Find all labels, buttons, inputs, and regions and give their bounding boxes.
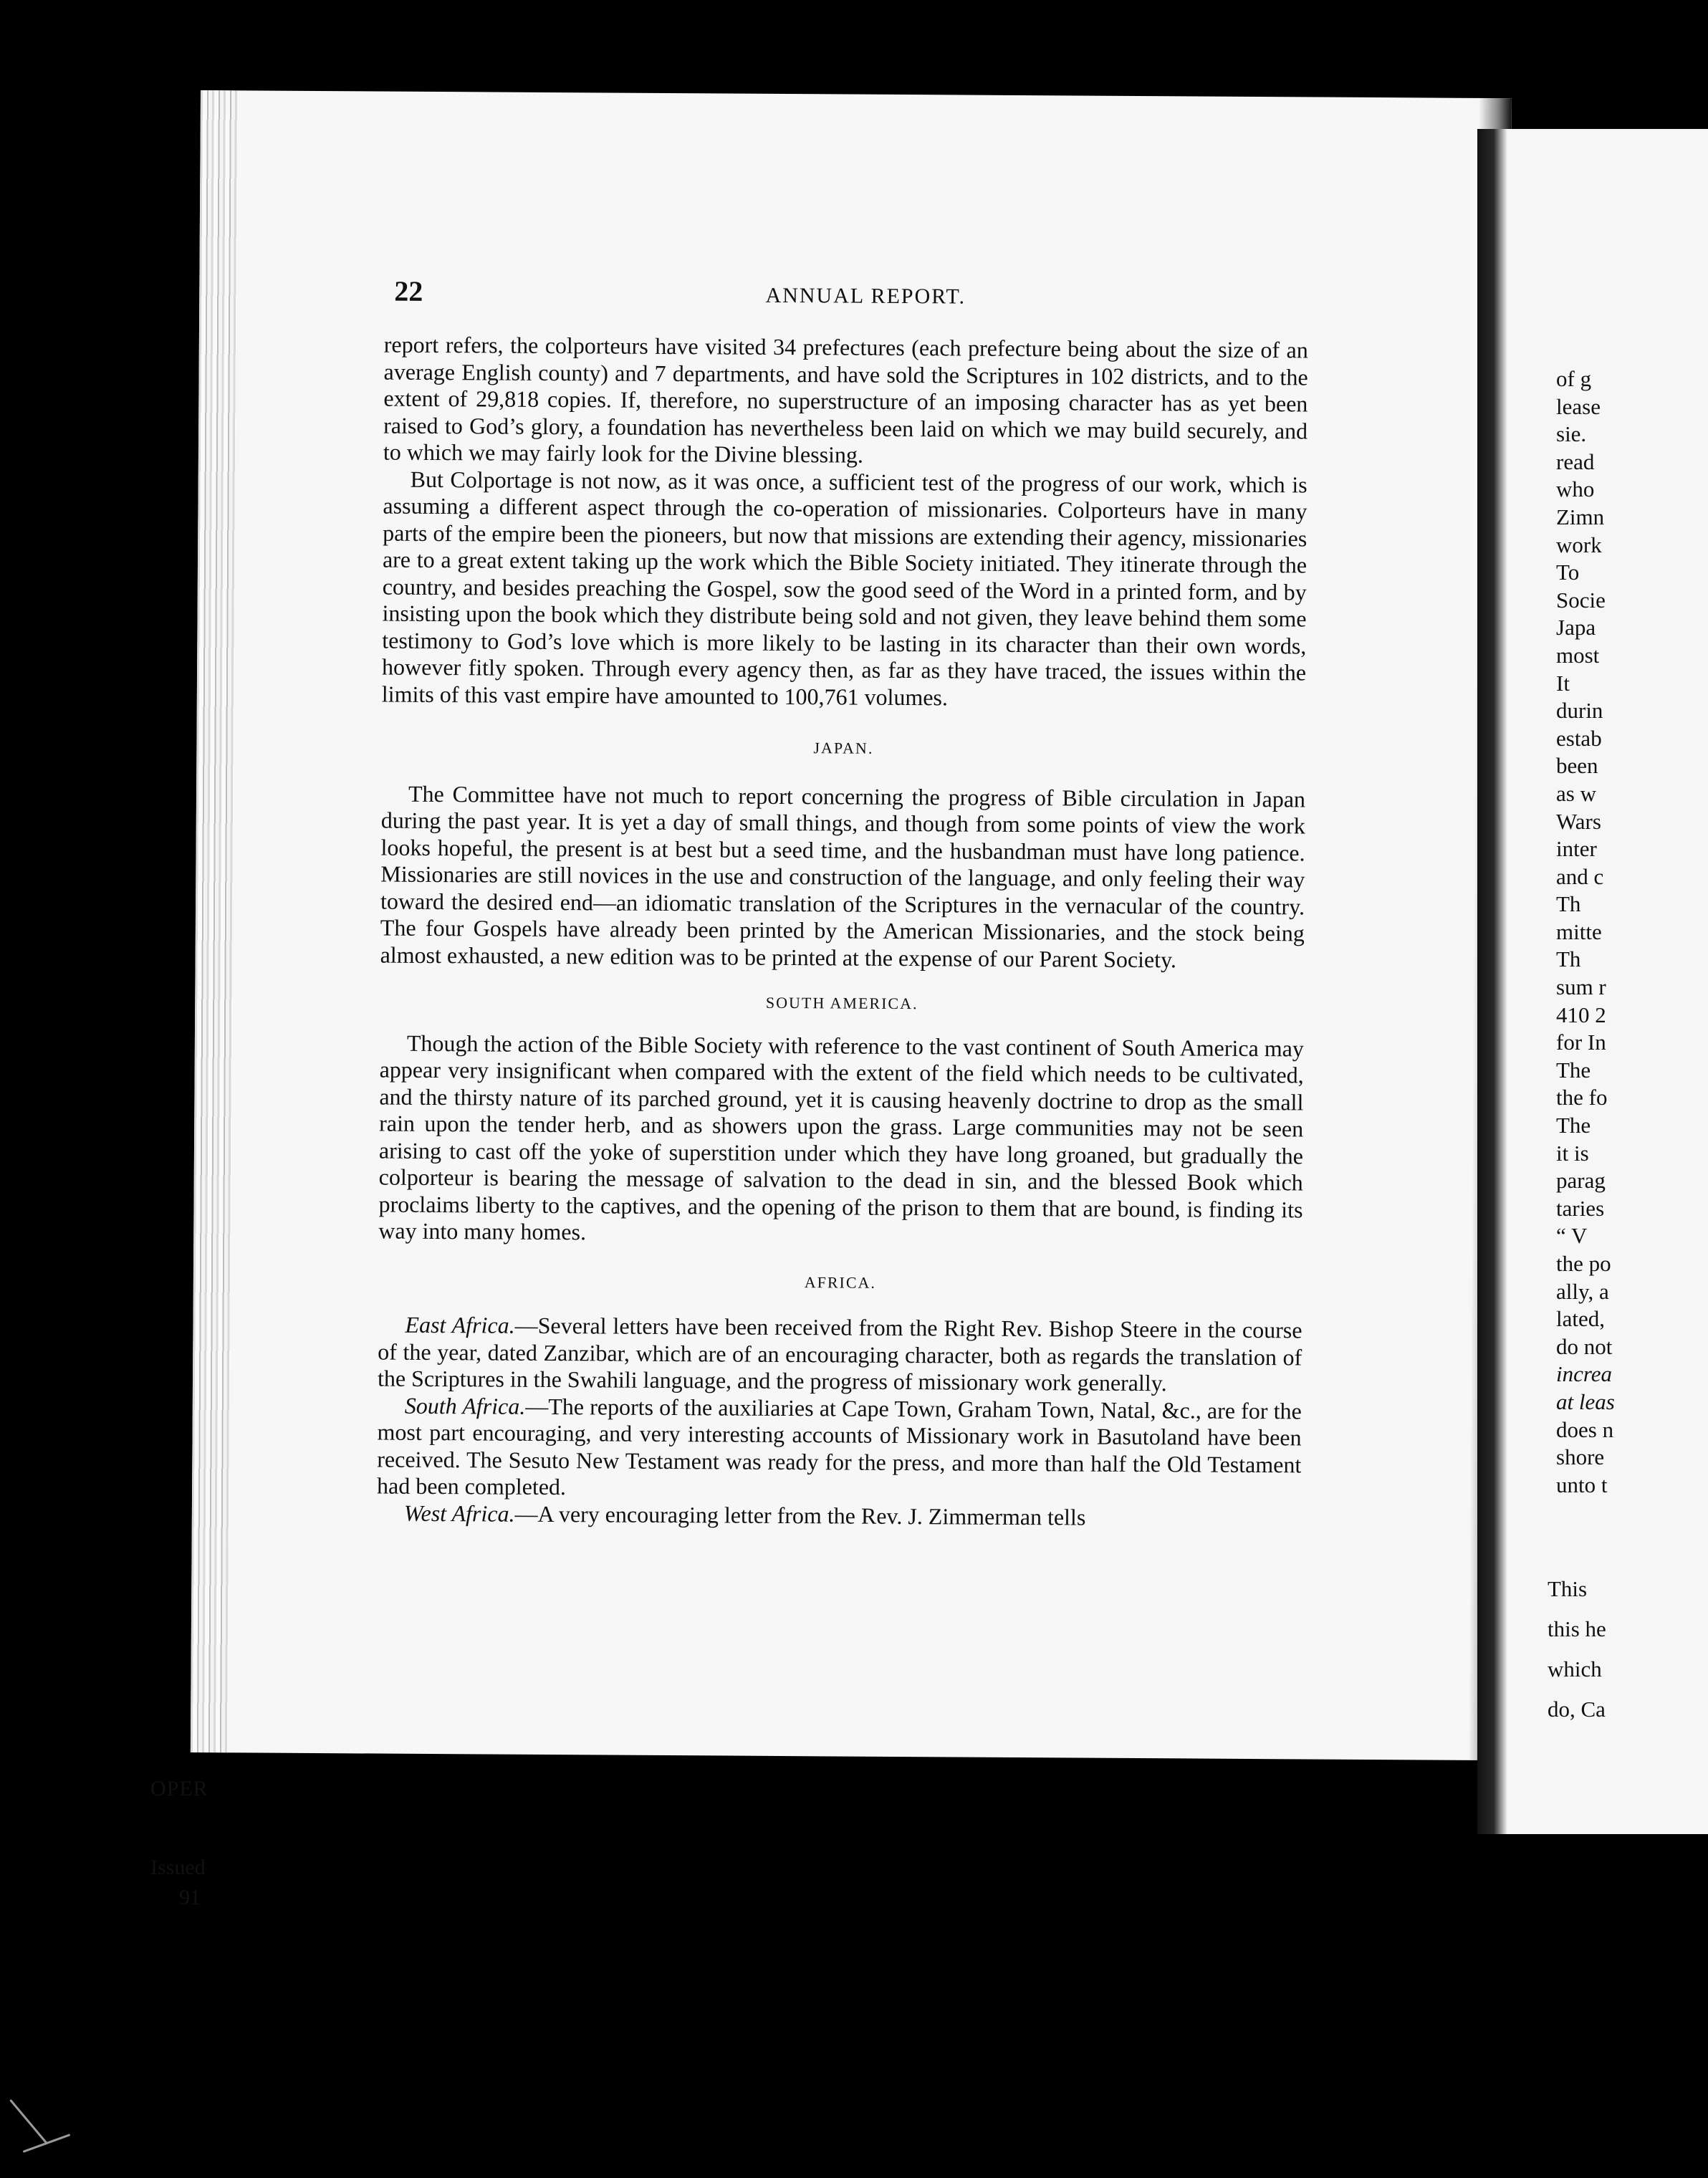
facing-page-fragment: mitte <box>1556 918 1602 944</box>
facing-page-fragment: sie. <box>1556 421 1587 447</box>
facing-page-fragment: the po <box>1556 1251 1611 1276</box>
facing-page-fragment: and c <box>1556 863 1604 889</box>
facing-page-fragment: lease <box>1556 393 1601 419</box>
facing-page-fragment: work <box>1556 532 1602 557</box>
section-heading-south-america: SOUTH AMERICA. <box>765 993 918 1013</box>
facing-page-fragment: which <box>1548 1656 1602 1682</box>
page-number: 22 <box>394 274 423 307</box>
facing-page-fragment: lated, <box>1556 1306 1605 1332</box>
page-edges <box>191 90 238 1752</box>
facing-page-fragment: read <box>1556 448 1595 474</box>
region-label-west-africa: West Africa. <box>403 1500 515 1527</box>
section-heading-japan: JAPAN. <box>813 739 874 757</box>
body-column <box>377 332 1308 1532</box>
facing-page-fragment: Japa <box>1556 615 1596 641</box>
facing-page-fragment: for In <box>1556 1030 1606 1055</box>
facing-page-fragment: most <box>1556 642 1600 668</box>
facing-page-fragment: been <box>1556 753 1598 779</box>
facing-page-fragment: does n <box>1556 1416 1614 1442</box>
facing-page-fragment: this he <box>1548 1616 1606 1641</box>
facing-page-fragment: sum r <box>1556 974 1606 1000</box>
facing-page <box>1477 129 1708 1834</box>
region-label-east-africa: East Africa. <box>405 1311 515 1338</box>
facing-page-fragment: unto t <box>1556 1472 1608 1497</box>
facing-page-fragment: To <box>1556 560 1580 585</box>
facing-page-fragment: The <box>1556 1113 1591 1138</box>
facing-page-fragment: Zimn <box>1556 504 1605 529</box>
facing-page-fragment: It <box>1556 670 1570 696</box>
south-africa-text: —The reports of the auxiliaries at Cape Town, Graham Town, Natal, &c., are for the most part encouraging, and very interesting accounts of Missionary work in Basutoland have been received. The Sesuto New Testament was ready for the press, and more than half the Old Testament had been completed. <box>376 1393 1302 1500</box>
paragraph-south-america: Though the action of the Bible Society with reference to the vast continent of South America may appear very insignificant when compared with the extent of the field which needs to be cultivated, and the thirsty nature of its parched ground, yet it is causing heavenly doctrine to drop as the small rain upon the tender herb, and as showers upon the grass. Large communities may not be seen arising to cast off the yoke of superstition under which they have long groaned, but gradually the colporteur is bearing the message of salvation to the dead in sin, and the blessed Book which proclaims liberty to the captives, and the opening of the prison to them that are bound, is finding its way into many homes. <box>378 1030 1304 1245</box>
facing-page-text <box>1556 365 1708 1499</box>
facing-page-fragment: taries <box>1556 1195 1605 1221</box>
facing-page-issued: Issued <box>150 1856 206 1879</box>
facing-page-fragment: ally, a <box>1556 1278 1609 1304</box>
facing-page-fragment: Th <box>1556 946 1581 972</box>
facing-page-heading: OPER <box>150 1777 208 1800</box>
facing-page-fragment: Socie <box>1556 587 1606 613</box>
region-label-south-africa: South Africa. <box>404 1392 526 1419</box>
facing-page-fragment: who <box>1556 476 1595 502</box>
facing-page-fragment: parag <box>1556 1168 1606 1194</box>
facing-page-gutter <box>1477 129 1507 1834</box>
east-africa-text: —Several letters have been received from the Right Rev. Bishop Steere in the course of the year, dated Zanzibar, which are of an encouraging character, both as regards the translation of the Scriptures in the Swahili language, and the progress of missionary work generally. <box>377 1312 1302 1396</box>
facing-page-fragment: increa <box>1556 1361 1613 1387</box>
facing-page-fragment: inter <box>1556 836 1597 862</box>
fibre-mark <box>9 2099 48 2144</box>
facing-page-fragment: shore <box>1556 1444 1605 1470</box>
facing-page-lower-text <box>1548 1569 1606 1730</box>
facing-page-fragment: at leas <box>1556 1388 1615 1414</box>
facing-page-fragment: Th <box>1556 891 1581 917</box>
west-africa-text: —A very encouraging letter from the Rev. J. Zimmerman tells <box>514 1500 1086 1530</box>
paragraph-japan: The Committee have not much to report concerning the progress of Bible circulation in Japan during the past year. It is yet a day of small things, and though from some points of view the work looks hopeful, the present is at best but a seed time, and the husbandman must have long patience. Missionaries are still novices in the use and construction of the language, and only feeling their way toward the desired end—an idiomatic translation of the Scriptures in the vernacular of the country. The four Gospels have already been printed by the American Missionaries, and the stock being almost exhausted, a new edition was to be printed at the expense of our Parent Society. <box>380 780 1306 972</box>
facing-page-fragment: “ V <box>1556 1223 1588 1249</box>
facing-page-fragment: do not <box>1556 1333 1613 1359</box>
running-head: ANNUAL REPORT. <box>765 283 966 309</box>
left-page <box>191 90 1512 1760</box>
facing-page-fragment: the fo <box>1556 1085 1608 1110</box>
facing-page-fragment: 410 2 <box>1556 1002 1606 1027</box>
fibre-mark <box>23 2134 71 2153</box>
paragraph: report refers, the colporteurs have visited 34 prefectures (each prefecture being about the size of an average English county) and 7 departments, and have sold the Scriptures in 102 districts, and to the extent of 29,818 copies. If, therefore, no superstructure of an imposing character has as yet been raised to God’s glory, a foundation has nevertheless been laid on which we may build securely, and to which we may fairly look for the Divine blessing. <box>383 331 1308 468</box>
section-heading-africa: AFRICA. <box>804 1272 877 1292</box>
facing-page-fragment: of g <box>1556 366 1592 391</box>
facing-page-fragment: estab <box>1556 725 1602 751</box>
facing-page-number: 91 <box>179 1886 201 1909</box>
facing-page-fragment: Wars <box>1556 808 1601 834</box>
paragraph-south-africa <box>377 1392 1302 1505</box>
facing-page-fragment: This <box>1548 1576 1588 1601</box>
facing-page-fragment: as w <box>1556 780 1596 806</box>
paragraph-west-africa <box>377 1500 1301 1532</box>
paragraph-east-africa <box>378 1312 1302 1398</box>
facing-page-fragment: The <box>1556 1057 1591 1083</box>
paragraph: But Colportage is not now, as it was once, a sufficient test of the progress of our work, which is assuming a different aspect through the co-operation of missionaries. Colporteurs have in many parts of the empire been the pioneers, but now that missions are extending their agency, missionaries are to a great extent taking up the work which the Bible Society initiated. They itinerate through the country, and besides preaching the Gospel, sow the good seed of the Word in a printed form, and by insisting upon the book which they distribute being sold and not given, they leave behind them some testimony to God’s love which is more likely to be lasting in its character than their own words, however fitly spoken. Through every agency then, as far as they have traced, the issues within the limits of this vast empire have amounted to 100,761 volumes. <box>381 466 1308 710</box>
facing-page-fragment: it is <box>1556 1140 1589 1166</box>
facing-page-fragment: do, Ca <box>1548 1697 1606 1722</box>
facing-page-fragment: durin <box>1556 698 1603 724</box>
